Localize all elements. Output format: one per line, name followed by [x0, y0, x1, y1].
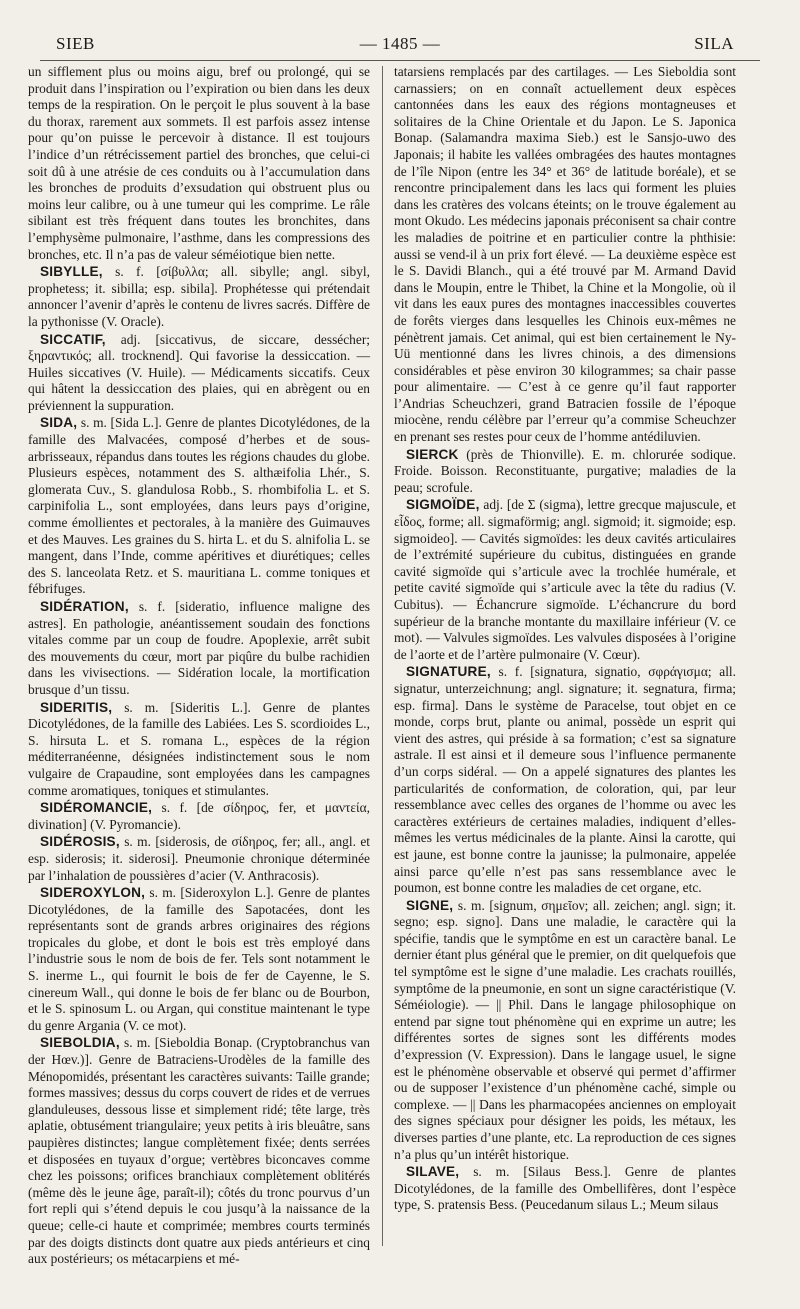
- headword: SILAVE,: [406, 1164, 460, 1180]
- entry-text: adj. [de Σ (sigma), lettre grecque majuscule, et εἶδος, forme; all. sigmaförmig; angl. sigmoid; it. sigmoide; esp. sigmoideo]. — Cavités sigmoïdes: les deux cavités articulaires de l’extrémité supérieure du cubitus, distinguées en grande cavité sigmoïde qui s’articule avec la trochlée humérale, et petite cavité sigmoïde qui s’articule avec la tête du radius (V. Cubitus). — Échancrure sigmoïde. L’échancrure du bord supérieur de la branche montante du maxillaire inférieur (V. ce mot). — Valvules sigmoïdes. Les valvules disposées à l’origine de l’aorte et de l’artère pulmonaire (V. Cœur).: [394, 497, 736, 662]
- headword: SIDÉROSIS,: [40, 834, 120, 850]
- entry-sibylle: [28, 264, 370, 330]
- header-rule: [40, 60, 760, 61]
- headword: SIERCK: [406, 446, 459, 462]
- headword: SIEBOLDIA,: [40, 1035, 120, 1051]
- headword: SIGMOÏDE,: [406, 497, 480, 513]
- headword: SIDEROXYLON,: [40, 885, 146, 901]
- entry-siderosis: [28, 834, 370, 884]
- page-header: [46, 34, 754, 58]
- headword: SIDÉRATION,: [40, 599, 129, 614]
- page-number: — 1485 —: [359, 34, 441, 53]
- headword: SICCATIF,: [40, 331, 106, 347]
- entry-silave: [394, 1164, 736, 1214]
- running-head-right: SILA: [694, 34, 734, 53]
- entry-text: s. m. [Sideritis L.]. Genre de plantes Dicotylédones, de la famille des Labiées. Les S. scordioides L., S. hirsuta L. et S. romana L., espèces de la région méditerranéenne, désignées indistinctement sous le nom vulgaire de Crapaudine, sont employées dans les campagnes comme aromatiques, toniques et stimulantes.: [28, 699, 370, 798]
- entry-sideritis: [28, 700, 370, 800]
- entry-text: (près de Thionville). E. m. chlorurée sodique. Froide. Boisson. Reconstituante, purgative; maladies de la peau; scrofule.: [394, 446, 736, 495]
- entry-sierck: [394, 447, 736, 497]
- entry-text: adj. [siccativus, de siccare, dessécher; ξηραντικός; all. trocknend]. Qui favorise la dessiccation. — Huiles siccatives (V. Huile). — Médicaments siccatifs. Ceux qui hâtent la dessiccation des plaies, qui en abrègent ou en préviennent la suppuration.: [28, 331, 371, 413]
- entry-text: s. f. [σίβυλλα; all. sibylle; angl. sibyl, prophetess; it. sibilla; esp. sibila]. Prophétesse qui prétendait annoncer l’avenir d’après le contenu de livres sacrés. Diffère de la pythonisse (V. Oracle).: [28, 264, 370, 329]
- entry-text: s. m. [siderosis, de σίδηρος, fer; all., angl. et esp. siderosis; it. siderosi]. Pneumonie chronique déterminée par l’inhalation de poussières d’acier (V. Anthracosis).: [28, 834, 370, 883]
- right-column: [394, 64, 736, 1254]
- entry-continuation: [394, 64, 736, 446]
- entry-text: s. f. [de σίδηρος, fer, et μαντεία, divination] (V. Pyromancie).: [28, 800, 370, 832]
- entry-sida: [28, 415, 370, 598]
- entry-text: s. m. [Sieboldia Bonap. (Cryptobranchus van der Hœv.)]. Genre de Batraciens-Urodèles de la famille des Ménopomidés, présentant les caractères suivants: Taille grande; formes massives; dessus du corps couvert de rides et de verrues glanduleuses, dessous lisse et simplement ridé; tête large, très aplatie, obtusément triangulaire; yeux petits à iris bleuâtre, sans paupières distinctes; langue complètement fixée; dents serrées et disposées en tuyaux d’orgue; vertèbres biconcaves comme chez les poissons; orifices branchiaux complètement oblitérés (même dès le jeune âge, paraît-il); côtés du tronc pourvus d’un fort repli qui s’étend depuis le cou jusqu’à la naissance de la queue; celle-ci haute et comprimée; membres courts terminés par des doigts distincts dont quatre aux pieds antérieurs et cinq aux postérieurs; os métacarpiens et mé-: [28, 1035, 370, 1267]
- entry-signature: [394, 664, 736, 896]
- entry-sideration: [28, 599, 370, 699]
- entry-text: s. f. [sideratio, influence maligne des astres]. En pathologie, anéantissement soudain des fonctions vitales comme par un coup de foudre. Apoplexie, arrêt subit des mouvements du cœur, mort par piqûre du bulbe rachidien dans les vivisections. — Sidération locale, la mortification brusque d’un tissu.: [28, 599, 370, 697]
- entry-text: s. m. [Sideroxylon L.]. Genre de plantes Dicotylédones, de la famille des Sapotacées, dont les représentants sont de grands arbres originaires des régions tropicales du globe, et dont le bois est très employé dans l’industrie sous le nom de bois de fer. Tels sont notamment le S. inerme L., qui fournit le bois de fer de Cayenne, le S. cinereum Wall., qui donne le bois de fer blanc ou de Bourbon, et le S. spinosum L. ou Argan, qui constitue maintenant le type du genre Argania (V. ce mot).: [28, 885, 370, 1033]
- entry-text: s. m. [Silaus Bess.]. Genre de plantes Dicotylédones, de la famille des Ombellifères, dont l’espèce type, S. pratensis Bess. (Peucedanum silaus L.; Meum silaus: [394, 1164, 736, 1213]
- left-column: [28, 64, 371, 1267]
- entry-text: s. f. [signatura, signatio, σφράγισμα; all. signatur, unterzeichnung; angl. signature; it. segnatura, firma; esp. firma]. Dans le système de Paracelse, tout objet en ce monde, corps brut, plante ou animal, possède un esprit qui vient des astres, qui préside à sa formation; c’est sa signature astrale. Il est ainsi et il demeure sous l’influence permanente d’un corps sidéral. — On a appelé signatures des plantes les particularités de conformation, de coloration, qui, par leur ressemblance avec celles des organes de l’homme ou avec les caractères extérieurs de certaines maladies, indiquent d’elles-mêmes les vertus médicinales de la plante. Ainsi la carotte, qui est jaune, est bonne contre la jaunisse; la pulmonaire, appelée ainsi parce qu’elle n’est pas sans ressemblance avec le poumon, est bonne contre les maladies de cet organe, etc.: [394, 664, 736, 896]
- entry-continuation: [28, 64, 370, 263]
- headword: SIGNATURE,: [406, 664, 491, 680]
- entry-sideromancie: [28, 800, 370, 833]
- entry-text: tatarsiens remplacés par des cartilages. — Les Sieboldia sont carnassiers; on en connaît actuellement deux espèces cantonnées dans les eaux des régions montagneuses et solitaires de la Chine Orientale et du Japon. Le S. Japonica Bonap. (Salamandra maxima Sieb.) est le Sansjo-uwo des Japonais; il habite les vallées ombragées des hautes montagnes de l’île Nipon (entre les 34° et 36° de latitude boréale), et se rencontre principalement dans les lacs qui forment les pluies dans les cratères des volcans éteints; on le trouve également au mont Okudo. Les médecins japonais préconisent sa chair contre les maladies de poitrine et en particulier contre la phthisie: aussi se vend-il à un prix fort élevé. — La deuxième espèce est le S. Davidi Blanch., qui a été trouvé par M. Armand David dans le Moupin, entre le Thibet, la Chine et la Mongolie, où il vit dans les eaux pures des montagnes inaccessibles couvertes de forêts vierges dans lesquelles les Chinois eux-mêmes ne pénètrent jamais. Cet animal, qui est bien certainement le Ny-Uü mentionné dans les livres chinois, a des dimensions considérables et pèse environ 30 kilogrammes; sa chair passe pour alimentaire. — C’est à ce genre qu’il faut rapporter l’Andrias Scheuchzeri, grand Batracien fossile de l’époque miocène, rendu célèbre par l’erreur qu’a commise Scheuchzer en prenant ses restes pour ceux de l’homme antédiluvien.: [394, 64, 736, 445]
- entry-sideroxylon: [28, 885, 370, 1034]
- headword: SIDÉROMANCIE,: [40, 800, 153, 816]
- entry-text: un sifflement plus ou moins aigu, bref ou prolongé, qui se produit dans l’inspiration ou l’expiration ou bien dans les deux temps de la respiration. On le perçoit le plus souvent à la base du thorax, rarement aux sommets. Il est parfois assez intense pour qu’on puisse le percevoir à distance. Il est toujours l’indice d’un rétrécissement partiel des bronches, que celui-ci soit dû à une atrésie de ces conduits ou à l’accumulation dans les bronches de produits d’exsudation qui obstruent plus ou moins leur calibre, ou à une tumeur qui les comprime. Le râle sibilant est très fréquent dans toutes les bronchites, dans l’emphysème pulmonaire, l’asthme, dans les compressions des bronches, etc. Il n’a pas de valeur séméiotique bien nette.: [28, 64, 370, 262]
- entry-signe: [394, 898, 736, 1164]
- entry-text: s. m. [Sida L.]. Genre de plantes Dicotylédones, de la famille des Malvacées, composé d’herbes et de sous-arbrisseaux, répandus dans toutes les régions chaudes du globe. Plusieurs espèces, notamment des S. althæifolia Lhér., S. glomerata Cuv., S. glandulosa Robb., S. rhombifolia L. et S. carpinifolia L., sont employées, dans leurs pays d’origine, comme émollientes et pectorales, à la manière des Guimauves et des Mauves. Les graines du S. hirta L. et du S. alnifolia L. se mangent, dans l’Inde, comme apéritives et diurétiques; celles des S. lanceolata Retz. et S. mauritiana L. comme toniques et fébrifuges.: [28, 415, 370, 597]
- headword: SIDA,: [40, 415, 78, 431]
- headword: SIGNE,: [406, 897, 454, 913]
- entry-sieboldia: [28, 1035, 370, 1267]
- entry-siccatif: [28, 332, 370, 415]
- entry-text: s. m. [signum, σημεῖον; all. zeichen; angl. sign; it. segno; esp. signo]. Dans une maladie, le caractère qui la spécifie, tandis que le symptôme en est un caractère banal. Le dernier étant plus général que le premier, on dit quelquefois que tel symptôme est le signe d’une maladie. Les crachats rouillés, symptôme de la pneumonie, en sont un signe caractéristique (V. Séméiologie). — || Phil. Dans le langage philosophique on entend par signe tout phénomène qui en exprime un autre; les différentes sortes de signes sont les différents modes d’expression (V. Expression). Dans le langage usuel, le signe est le phénomène observable et observé qui permet d’affirmer ou de supposer l’existence d’un phénomène caché, simple ou complexe. — || Dans les pharmacopées anciennes on employait des signes spéciaux pour désigner les poids, les métaux, les diverses parties d’une plante, etc. La reproduction de ces signes n’a plus qu’un intérêt historique.: [394, 897, 736, 1162]
- headword: SIBYLLE,: [40, 264, 103, 280]
- headword: SIDERITIS,: [40, 699, 113, 715]
- entry-sigmoide: [394, 497, 736, 663]
- column-divider: [382, 66, 383, 1246]
- running-head-left: SIEB: [56, 34, 95, 53]
